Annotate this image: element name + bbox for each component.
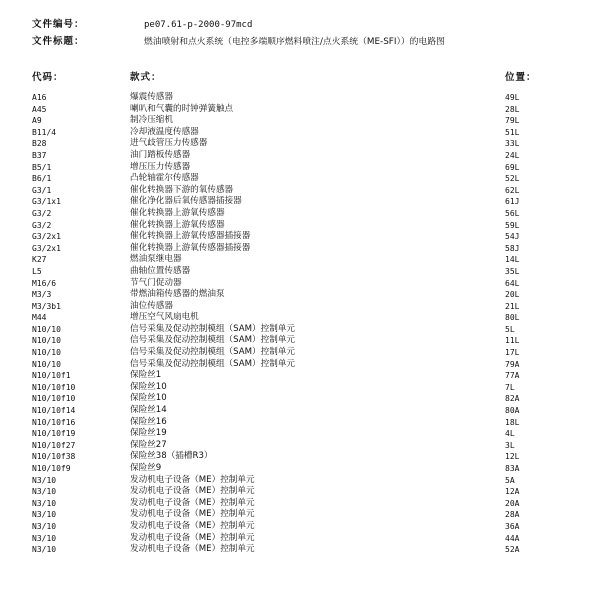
component-code: L5 — [32, 266, 42, 276]
component-name: 保险丝1 — [130, 370, 162, 381]
component-name: 燃油泵继电器 — [130, 254, 182, 265]
component-position: 49L — [505, 93, 520, 102]
component-code: N10/10 — [32, 324, 61, 334]
component-name: 保险丝10 — [130, 381, 167, 392]
table-row — [0, 127, 597, 139]
component-name: 发动机电子设备（ME）控制单元 — [130, 532, 255, 543]
column-header-name: 款式： — [130, 72, 162, 83]
component-position: 64L — [505, 278, 520, 288]
table-row — [0, 231, 597, 243]
component-code: N3/10 — [32, 487, 57, 497]
component-name: 冷却液温度传感器 — [130, 126, 199, 137]
table-row — [0, 150, 597, 162]
doc-number-value: pe07.61-p-2000-97mcd — [144, 20, 253, 30]
component-position: 21L — [505, 301, 520, 311]
component-code: G3/2 — [32, 208, 52, 218]
component-code: N10/10f10 — [32, 394, 76, 404]
component-name: 凸轮轴霍尔传感器 — [130, 173, 199, 184]
component-position: 62L — [505, 185, 520, 195]
component-position: 77A — [505, 371, 520, 381]
component-code: N10/10f16 — [32, 417, 76, 427]
table-row — [0, 220, 597, 232]
component-code: M3/3b1 — [32, 301, 61, 311]
table-row — [0, 115, 597, 127]
component-name: 发动机电子设备（ME）控制单元 — [130, 474, 255, 485]
component-code: N10/10f19 — [32, 429, 76, 439]
component-code: M44 — [32, 313, 47, 323]
component-code: B6/1 — [32, 174, 52, 184]
table-row — [0, 440, 597, 452]
table-row — [0, 173, 597, 185]
table-row — [0, 254, 597, 266]
component-name: 保险丝16 — [130, 416, 167, 427]
table-row — [0, 463, 597, 475]
doc-title-value: 燃油喷射和点火系统（电控多端顺序燃料喷注/点火系统（ME-SFI））的电路图 — [144, 37, 445, 47]
component-code: K27 — [32, 255, 47, 265]
component-position: 3L — [505, 440, 515, 450]
component-name: 发动机电子设备（ME）控制单元 — [130, 544, 255, 555]
component-position: 28L — [505, 104, 520, 114]
component-position: 80A — [505, 406, 520, 416]
component-position: 11L — [505, 336, 520, 346]
component-name: 增压压力传感器 — [130, 161, 191, 172]
component-name: 催化转换器上游氧传感器 — [130, 219, 225, 230]
component-name: 油门踏板传感器 — [130, 149, 191, 160]
component-name: 保险丝27 — [130, 439, 167, 450]
component-position: 80L — [505, 313, 520, 323]
component-position: 12A — [505, 487, 520, 497]
table-row — [0, 312, 597, 324]
column-header-code: 代码： — [32, 72, 64, 83]
component-code: B11/4 — [32, 127, 57, 137]
component-position: 79A — [505, 359, 520, 369]
component-position: 79L — [505, 116, 520, 126]
component-position: 33L — [505, 139, 520, 149]
component-position: 69L — [505, 162, 520, 172]
component-code: G3/2x1 — [32, 243, 61, 253]
component-code: N10/10f9 — [32, 464, 71, 473]
component-code: N10/10f1 — [32, 371, 71, 381]
component-code: N3/10 — [32, 533, 57, 543]
component-position: 17L — [505, 348, 520, 358]
table-row — [0, 335, 597, 347]
table-row — [0, 359, 597, 371]
table-row — [0, 370, 597, 382]
component-name: 催化转换器下游的氧传感器 — [130, 184, 234, 195]
component-position: 61J — [505, 197, 520, 207]
component-position: 52A — [505, 545, 520, 555]
component-position: 59L — [505, 220, 520, 230]
component-code: M3/3 — [32, 290, 52, 300]
doc-number-label: 文件编号： — [32, 19, 85, 30]
table-row — [0, 243, 597, 255]
component-name: 发动机电子设备（ME）控制单元 — [130, 509, 255, 520]
component-position: 14L — [505, 255, 520, 265]
component-position: 82A — [505, 394, 520, 404]
doc-title-label: 文件标题： — [32, 36, 85, 47]
component-code: N3/10 — [32, 521, 57, 531]
component-position: 54J — [505, 232, 520, 242]
component-code: N10/10 — [32, 359, 61, 369]
table-row — [0, 301, 597, 313]
component-code: B5/1 — [32, 162, 52, 172]
component-position: 20A — [505, 498, 520, 508]
component-code: N3/10 — [32, 510, 57, 520]
component-name: 曲轴位置传感器 — [130, 265, 191, 276]
component-code: N3/10 — [32, 475, 57, 485]
table-row — [0, 185, 597, 197]
component-name: 保险丝9 — [130, 463, 162, 473]
component-name: 信号采集及促动控制模组（SAM）控制单元 — [130, 347, 296, 358]
component-code: G3/2x1 — [32, 232, 61, 242]
component-name: 发动机电子设备（ME）控制单元 — [130, 520, 255, 531]
component-code: N10/10 — [32, 348, 61, 358]
table-row — [0, 324, 597, 336]
component-name: 信号采集及促动控制模组（SAM）控制单元 — [130, 323, 296, 334]
table-row — [0, 393, 597, 405]
component-code: G3/1x1 — [32, 197, 61, 207]
component-position: 4L — [505, 429, 515, 439]
component-name: 催化净化器后氧传感器插接器 — [130, 196, 242, 207]
table-row — [0, 451, 597, 463]
component-code: B37 — [32, 150, 47, 160]
table-row — [0, 544, 597, 556]
component-position: 36A — [505, 521, 520, 531]
component-position: 5L — [505, 324, 515, 334]
component-list — [0, 92, 597, 556]
component-position: 20L — [505, 290, 520, 300]
component-code: A45 — [32, 104, 47, 114]
table-row — [0, 92, 597, 104]
component-position: 28A — [505, 510, 520, 520]
component-name: 保险丝38（插槽R3） — [130, 451, 213, 462]
table-row — [0, 289, 597, 301]
component-position: 56L — [505, 208, 520, 218]
component-name: 保险丝19 — [130, 428, 167, 439]
component-code: G3/1 — [32, 185, 52, 195]
table-row — [0, 498, 597, 510]
table-row — [0, 208, 597, 220]
component-position: 18L — [505, 417, 520, 427]
component-name: 爆震传感器 — [130, 92, 173, 102]
component-code: B28 — [32, 139, 47, 149]
table-row — [0, 405, 597, 417]
table-row — [0, 475, 597, 487]
table-row — [0, 138, 597, 150]
component-name: 进气歧管压力传感器 — [130, 138, 208, 149]
component-position: 7L — [505, 382, 515, 392]
component-code: N10/10f14 — [32, 406, 76, 416]
component-code: N3/10 — [32, 498, 57, 508]
component-name: 带燃油箱传感器的燃油泵 — [130, 289, 225, 300]
component-code: N10/10f27 — [32, 440, 76, 450]
component-name: 油位传感器 — [130, 300, 173, 311]
component-code: A16 — [32, 93, 47, 102]
component-name: 保险丝14 — [130, 405, 167, 416]
component-position: 5A — [505, 475, 515, 485]
table-row — [0, 428, 597, 440]
component-code: G3/2 — [32, 220, 52, 230]
component-name: 发动机电子设备（ME）控制单元 — [130, 486, 255, 497]
component-code: M16/6 — [32, 278, 57, 288]
component-code: N10/10 — [32, 336, 61, 346]
component-name: 发动机电子设备（ME）控制单元 — [130, 497, 255, 508]
table-row — [0, 533, 597, 545]
component-name: 制冷压缩机 — [130, 115, 173, 126]
table-row — [0, 162, 597, 174]
table-row — [0, 382, 597, 394]
component-name: 信号采集及促动控制模组（SAM）控制单元 — [130, 335, 296, 346]
component-name: 保险丝10 — [130, 393, 167, 404]
component-position: 51L — [505, 127, 520, 137]
component-name: 喇叭和气囊的时钟弹簧触点 — [130, 103, 234, 114]
component-name: 催化转换器上游氧传感器 — [130, 207, 225, 218]
table-row — [0, 509, 597, 521]
table-row — [0, 266, 597, 278]
table-row — [0, 278, 597, 290]
component-position: 35L — [505, 266, 520, 276]
component-name: 信号采集及促动控制模组（SAM）控制单元 — [130, 358, 296, 369]
component-name: 催化转换器上游氧传感器插接器 — [130, 231, 251, 242]
component-position: 12L — [505, 452, 520, 462]
component-code: N3/10 — [32, 545, 57, 555]
table-row — [0, 196, 597, 208]
component-code: N10/10f10 — [32, 382, 76, 392]
component-position: 52L — [505, 174, 520, 184]
component-code: A9 — [32, 116, 42, 126]
component-position: 83A — [505, 464, 520, 473]
component-name: 节气门促动器 — [130, 277, 182, 288]
component-position: 44A — [505, 533, 520, 543]
table-row — [0, 521, 597, 533]
component-name: 催化转换器上游氧传感器插接器 — [130, 242, 251, 253]
table-row — [0, 104, 597, 116]
component-position: 58J — [505, 243, 520, 253]
table-row — [0, 347, 597, 359]
column-header-position: 位置： — [505, 72, 537, 83]
component-name: 增压空气风扇电机 — [130, 312, 199, 323]
component-position: 24L — [505, 150, 520, 160]
component-code: N10/10f38 — [32, 452, 76, 462]
table-row — [0, 486, 597, 498]
table-row — [0, 417, 597, 429]
